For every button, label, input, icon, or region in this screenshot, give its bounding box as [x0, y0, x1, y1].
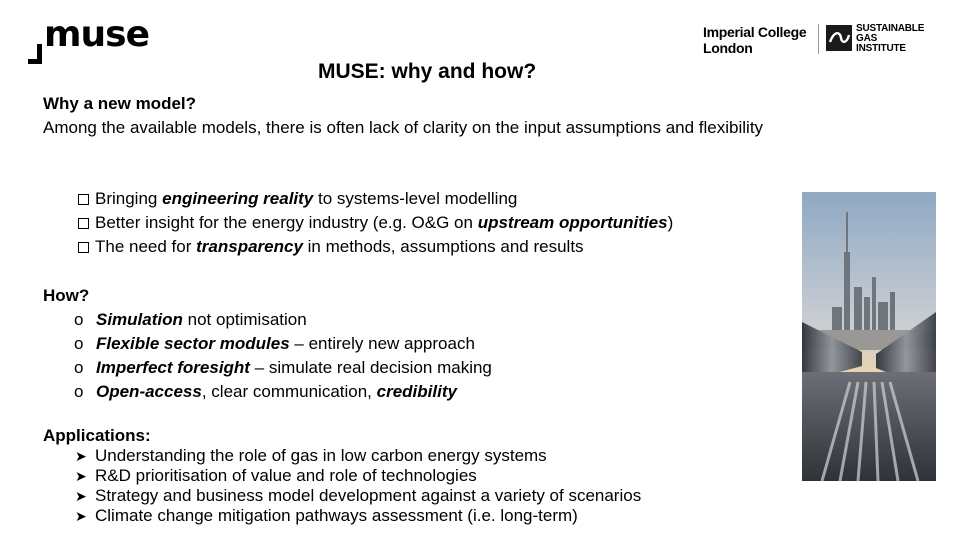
- how-emphasis: Flexible sector modules: [96, 334, 290, 353]
- bullet: o: [74, 382, 84, 401]
- list-item: [75, 486, 641, 506]
- why-section: [43, 92, 843, 140]
- reason-text: Better insight for the energy industry (e.g. O&G on: [95, 213, 478, 232]
- applications-heading: Applications:: [43, 426, 151, 445]
- how-emphasis: credibility: [376, 382, 457, 401]
- reason-text: to systems-level modelling: [313, 189, 518, 208]
- list-item: [74, 308, 492, 332]
- reason-text: in methods, assumptions and results: [302, 237, 584, 256]
- how-text: not optimisation: [182, 310, 307, 329]
- logo-wordmark: muse: [44, 14, 149, 55]
- sgi-line-1: SUSTAINABLE: [856, 23, 925, 34]
- sgi-logo-text: [856, 24, 924, 54]
- reason-item: [78, 211, 673, 235]
- logo-divider: [818, 24, 819, 54]
- arrow-bullet-icon: ➤: [75, 448, 87, 464]
- applications-section: [43, 426, 641, 526]
- bullet: o: [74, 358, 84, 377]
- arrow-bullet-icon: ➤: [75, 508, 87, 524]
- bullet: o: [74, 310, 84, 329]
- list-item: [74, 380, 492, 404]
- muse-logo: [26, 14, 166, 72]
- list-item: [74, 356, 492, 380]
- imperial-line-2: London: [703, 40, 753, 56]
- logo-corner-mark: [28, 44, 42, 64]
- how-text: – simulate real decision making: [249, 358, 492, 377]
- how-emphasis: Imperfect foresight: [96, 358, 250, 377]
- how-section: [43, 284, 492, 404]
- reason-item: [78, 235, 673, 259]
- bullet: o: [74, 334, 84, 353]
- arrow-bullet-icon: ➤: [75, 468, 87, 484]
- application-text: Understanding the role of gas in low carbon energy systems: [95, 446, 547, 465]
- list-item: [75, 466, 641, 486]
- application-text: R&D prioritisation of value and role of technologies: [95, 466, 477, 485]
- sgi-line-2: GAS: [856, 33, 878, 44]
- imperial-college-logo: [703, 24, 806, 56]
- list-item: [75, 506, 641, 526]
- how-list: [43, 308, 492, 404]
- reason-text: The need for: [95, 237, 197, 256]
- application-text: Climate change mitigation pathways assessment (i.e. long-term): [95, 506, 578, 525]
- sgi-emblem-icon: [826, 25, 852, 51]
- checkbox-bullet-icon: [78, 242, 89, 253]
- why-heading: Why a new model?: [43, 94, 197, 113]
- why-text: Among the available models, there is often lack of clarity on the input assumptions and flexibility: [43, 118, 764, 137]
- how-emphasis: Simulation: [96, 310, 183, 329]
- list-item: [75, 446, 641, 466]
- sgi-line-3: INSTITUTE: [856, 43, 906, 54]
- how-text: – entirely new approach: [289, 334, 475, 353]
- reason-emphasis: upstream opportunities: [477, 213, 668, 232]
- reasons-list: [78, 187, 673, 259]
- how-emphasis: Open-access: [96, 382, 202, 401]
- arrow-bullet-icon: ➤: [75, 488, 87, 504]
- slide-title: MUSE: why and how?: [318, 60, 537, 83]
- reason-emphasis: transparency: [196, 237, 303, 256]
- how-heading: How?: [43, 286, 90, 305]
- reason-text: Bringing: [95, 189, 163, 208]
- applications-list: [43, 446, 641, 526]
- list-item: [74, 332, 492, 356]
- reason-text: ): [667, 213, 674, 232]
- imperial-line-1: Imperial College: [703, 24, 807, 40]
- reason-emphasis: engineering reality: [162, 189, 314, 208]
- pipeline-refinery-photo: [802, 192, 936, 481]
- checkbox-bullet-icon: [78, 218, 89, 229]
- how-text: , clear communication,: [201, 382, 377, 401]
- reason-item: [78, 187, 673, 211]
- application-text: Strategy and business model development against a variety of scenarios: [95, 486, 642, 505]
- checkbox-bullet-icon: [78, 194, 89, 205]
